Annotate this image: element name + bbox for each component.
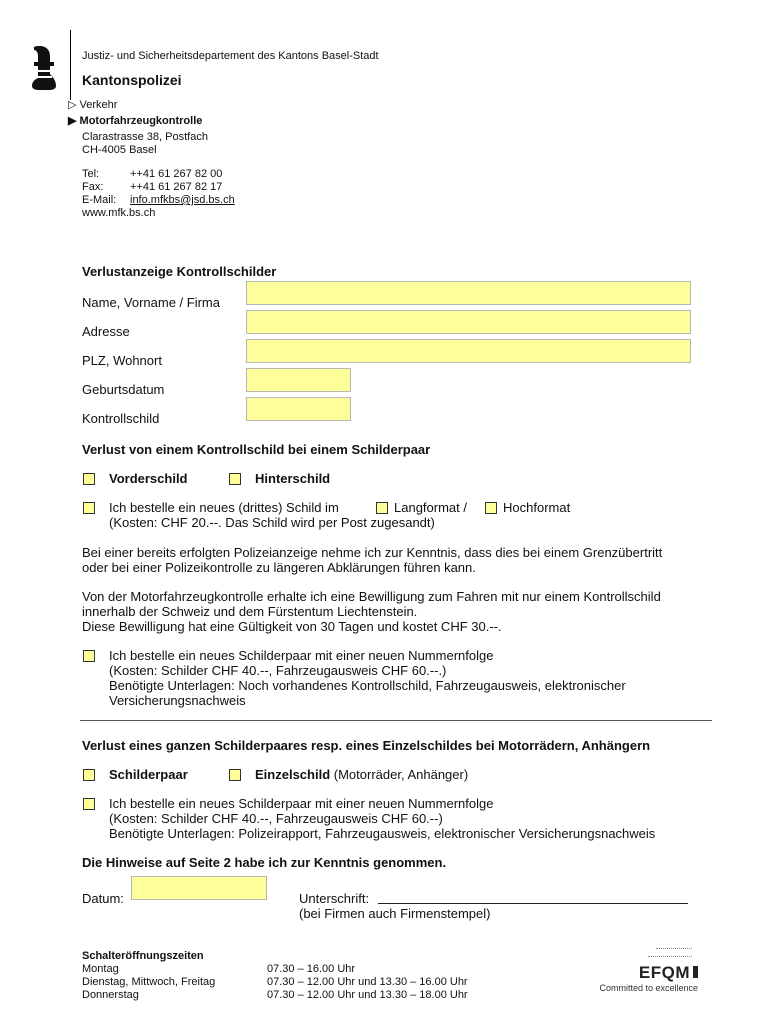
new-pair-line1: Ich bestelle ein neues Schilderpaar mit einer neuen Nummernfolge — [109, 648, 494, 663]
basel-crest-logo — [28, 44, 62, 94]
nav-parent[interactable]: ▷ Verkehr — [68, 99, 118, 111]
efqm-bar — [693, 966, 698, 978]
date-label: Datum: — [82, 891, 124, 906]
birth-field[interactable] — [246, 368, 351, 392]
order-pair-line2: (Kosten: Schilder CHF 40.--, Fahrzeugausweis CHF 60.--) — [109, 811, 443, 826]
high-format-label: Hochformat — [503, 500, 571, 515]
website: www.mfk.bs.ch — [82, 207, 156, 219]
plate-pair-label: Schilderpaar — [109, 767, 188, 782]
efqm-logo — [596, 946, 698, 998]
hours-day: Donnerstag — [82, 989, 139, 1001]
department-name: Justiz- und Sicherheitsdepartement des Kantons Basel-Stadt — [82, 50, 379, 62]
zip-field[interactable] — [246, 339, 691, 363]
section2-heading: Verlust eines ganzen Schilderpaares resp. eines Einzelschildes bei Motorrädern, Anhängern — [82, 738, 651, 753]
new-pair-checkbox[interactable] — [83, 650, 95, 662]
para2-line2: innerhalb der Schweiz und dem Fürstentum Liechtenstein. — [82, 604, 418, 619]
new-pair-line2: (Kosten: Schilder CHF 40.--, Fahrzeugausweis CHF 60.--.) — [109, 663, 447, 678]
efqm-tagline: Committed to excellence — [599, 983, 698, 993]
third-plate-checkbox[interactable] — [83, 502, 95, 514]
office-title: Kantonspolizei — [82, 72, 182, 88]
para1-line1: Bei einer bereits erfolgten Polizeianzeige nehme ich zur Kenntnis, dass dies bei einem Grenzübertritt — [82, 545, 663, 560]
third-plate-text: Ich bestelle ein neues (drittes) Schild im — [109, 500, 339, 515]
third-plate-cost: (Kosten: CHF 20.--. Das Schild wird per Post zugesandt) — [109, 515, 435, 530]
order-pair-line3: Benötigte Unterlagen: Polizeirapport, Fahrzeugausweis, elektronischer Versicherungsnachweis — [109, 826, 656, 841]
hours-title: Schalteröffnungszeiten — [82, 950, 204, 962]
single-plate-note: (Motorräder, Anhänger) — [333, 767, 469, 782]
front-plate-checkbox[interactable] — [83, 473, 95, 485]
hours-day: Montag — [82, 963, 119, 975]
address-line1: Clarastrasse 38, Postfach — [82, 131, 208, 143]
name-label: Name, Vorname / Firma — [82, 295, 220, 310]
header-divider — [70, 30, 71, 100]
email-link[interactable]: info.mfkbs@jsd.bs.ch — [130, 194, 235, 206]
plate-pair-checkbox[interactable] — [83, 769, 95, 781]
front-plate-label: Vorderschild — [109, 471, 188, 486]
para1-line2: oder bei einer Polizeikontrolle zu längeren Abklärungen führen kann. — [82, 560, 476, 575]
address-label: Adresse — [82, 324, 130, 339]
hours-time: 07.30 – 16.00 Uhr — [267, 963, 356, 975]
triangle-outline-icon: ▷ — [68, 99, 77, 111]
hours-time: 07.30 – 12.00 Uhr und 13.30 – 16.00 Uhr — [267, 976, 468, 988]
para2-line1: Von der Motorfahrzeugkontrolle erhalte ich eine Bewilligung zum Fahren mit nur einem Kontrollschild — [82, 589, 661, 604]
rear-plate-label: Hinterschild — [255, 471, 331, 486]
section-divider — [80, 720, 712, 721]
signature-line[interactable] — [378, 903, 688, 904]
email-label: E-Mail: — [82, 194, 117, 206]
single-plate-label-group — [255, 767, 468, 782]
signature-note: (bei Firmen auch Firmenstempel) — [299, 906, 491, 921]
efqm-dotted-line — [656, 948, 692, 949]
para2-line3: Diese Bewilligung hat eine Gültigkeit von 30 Tagen und kostet CHF 30.--. — [82, 619, 502, 634]
long-format-checkbox[interactable] — [376, 502, 388, 514]
new-pair-line3: Benötigte Unterlagen: Noch vorhandenes Kontrollschild, Fahrzeugausweis, elektronischer — [109, 678, 626, 693]
address-line2: CH-4005 Basel — [82, 144, 157, 156]
form-title: Verlustanzeige Kontrollschilder — [82, 264, 277, 279]
high-format-checkbox[interactable] — [485, 502, 497, 514]
signature-label: Unterschrift: — [299, 891, 370, 906]
zip-label: PLZ, Wohnort — [82, 353, 162, 368]
hours-day: Dienstag, Mittwoch, Freitag — [82, 976, 216, 988]
fax-value: ++41 61 267 82 17 — [130, 181, 223, 193]
name-field[interactable] — [246, 281, 691, 305]
tel-value: ++41 61 267 82 00 — [130, 168, 223, 180]
notice-text: Die Hinweise auf Seite 2 habe ich zur Kenntnis genommen. — [82, 855, 447, 870]
fax-label: Fax: — [82, 181, 104, 193]
long-format-label: Langformat / — [394, 500, 467, 515]
plate-field[interactable] — [246, 397, 351, 421]
rear-plate-checkbox[interactable] — [229, 473, 241, 485]
address-field[interactable] — [246, 310, 691, 334]
nav-current[interactable]: ▶ Motorfahrzeugkontrolle — [68, 115, 203, 127]
section1-heading: Verlust von einem Kontrollschild bei einem Schilderpaar — [82, 442, 431, 457]
single-plate-checkbox[interactable] — [229, 769, 241, 781]
date-field[interactable] — [131, 876, 267, 900]
order-pair-line1: Ich bestelle ein neues Schilderpaar mit einer neuen Nummernfolge — [109, 796, 494, 811]
birth-label: Geburtsdatum — [82, 382, 165, 397]
plate-label: Kontrollschild — [82, 411, 160, 426]
efqm-text: EFQM — [638, 963, 690, 982]
efqm-dotted-line — [648, 956, 692, 957]
new-pair-line4: Versicherungsnachweis — [109, 693, 246, 708]
single-plate-label: Einzelschild — [255, 767, 331, 782]
tel-label: Tel: — [82, 168, 100, 180]
hours-time: 07.30 – 12.00 Uhr und 13.30 – 18.00 Uhr — [267, 989, 468, 1001]
triangle-filled-icon: ▶ — [68, 115, 77, 127]
order-pair-checkbox[interactable] — [83, 798, 95, 810]
